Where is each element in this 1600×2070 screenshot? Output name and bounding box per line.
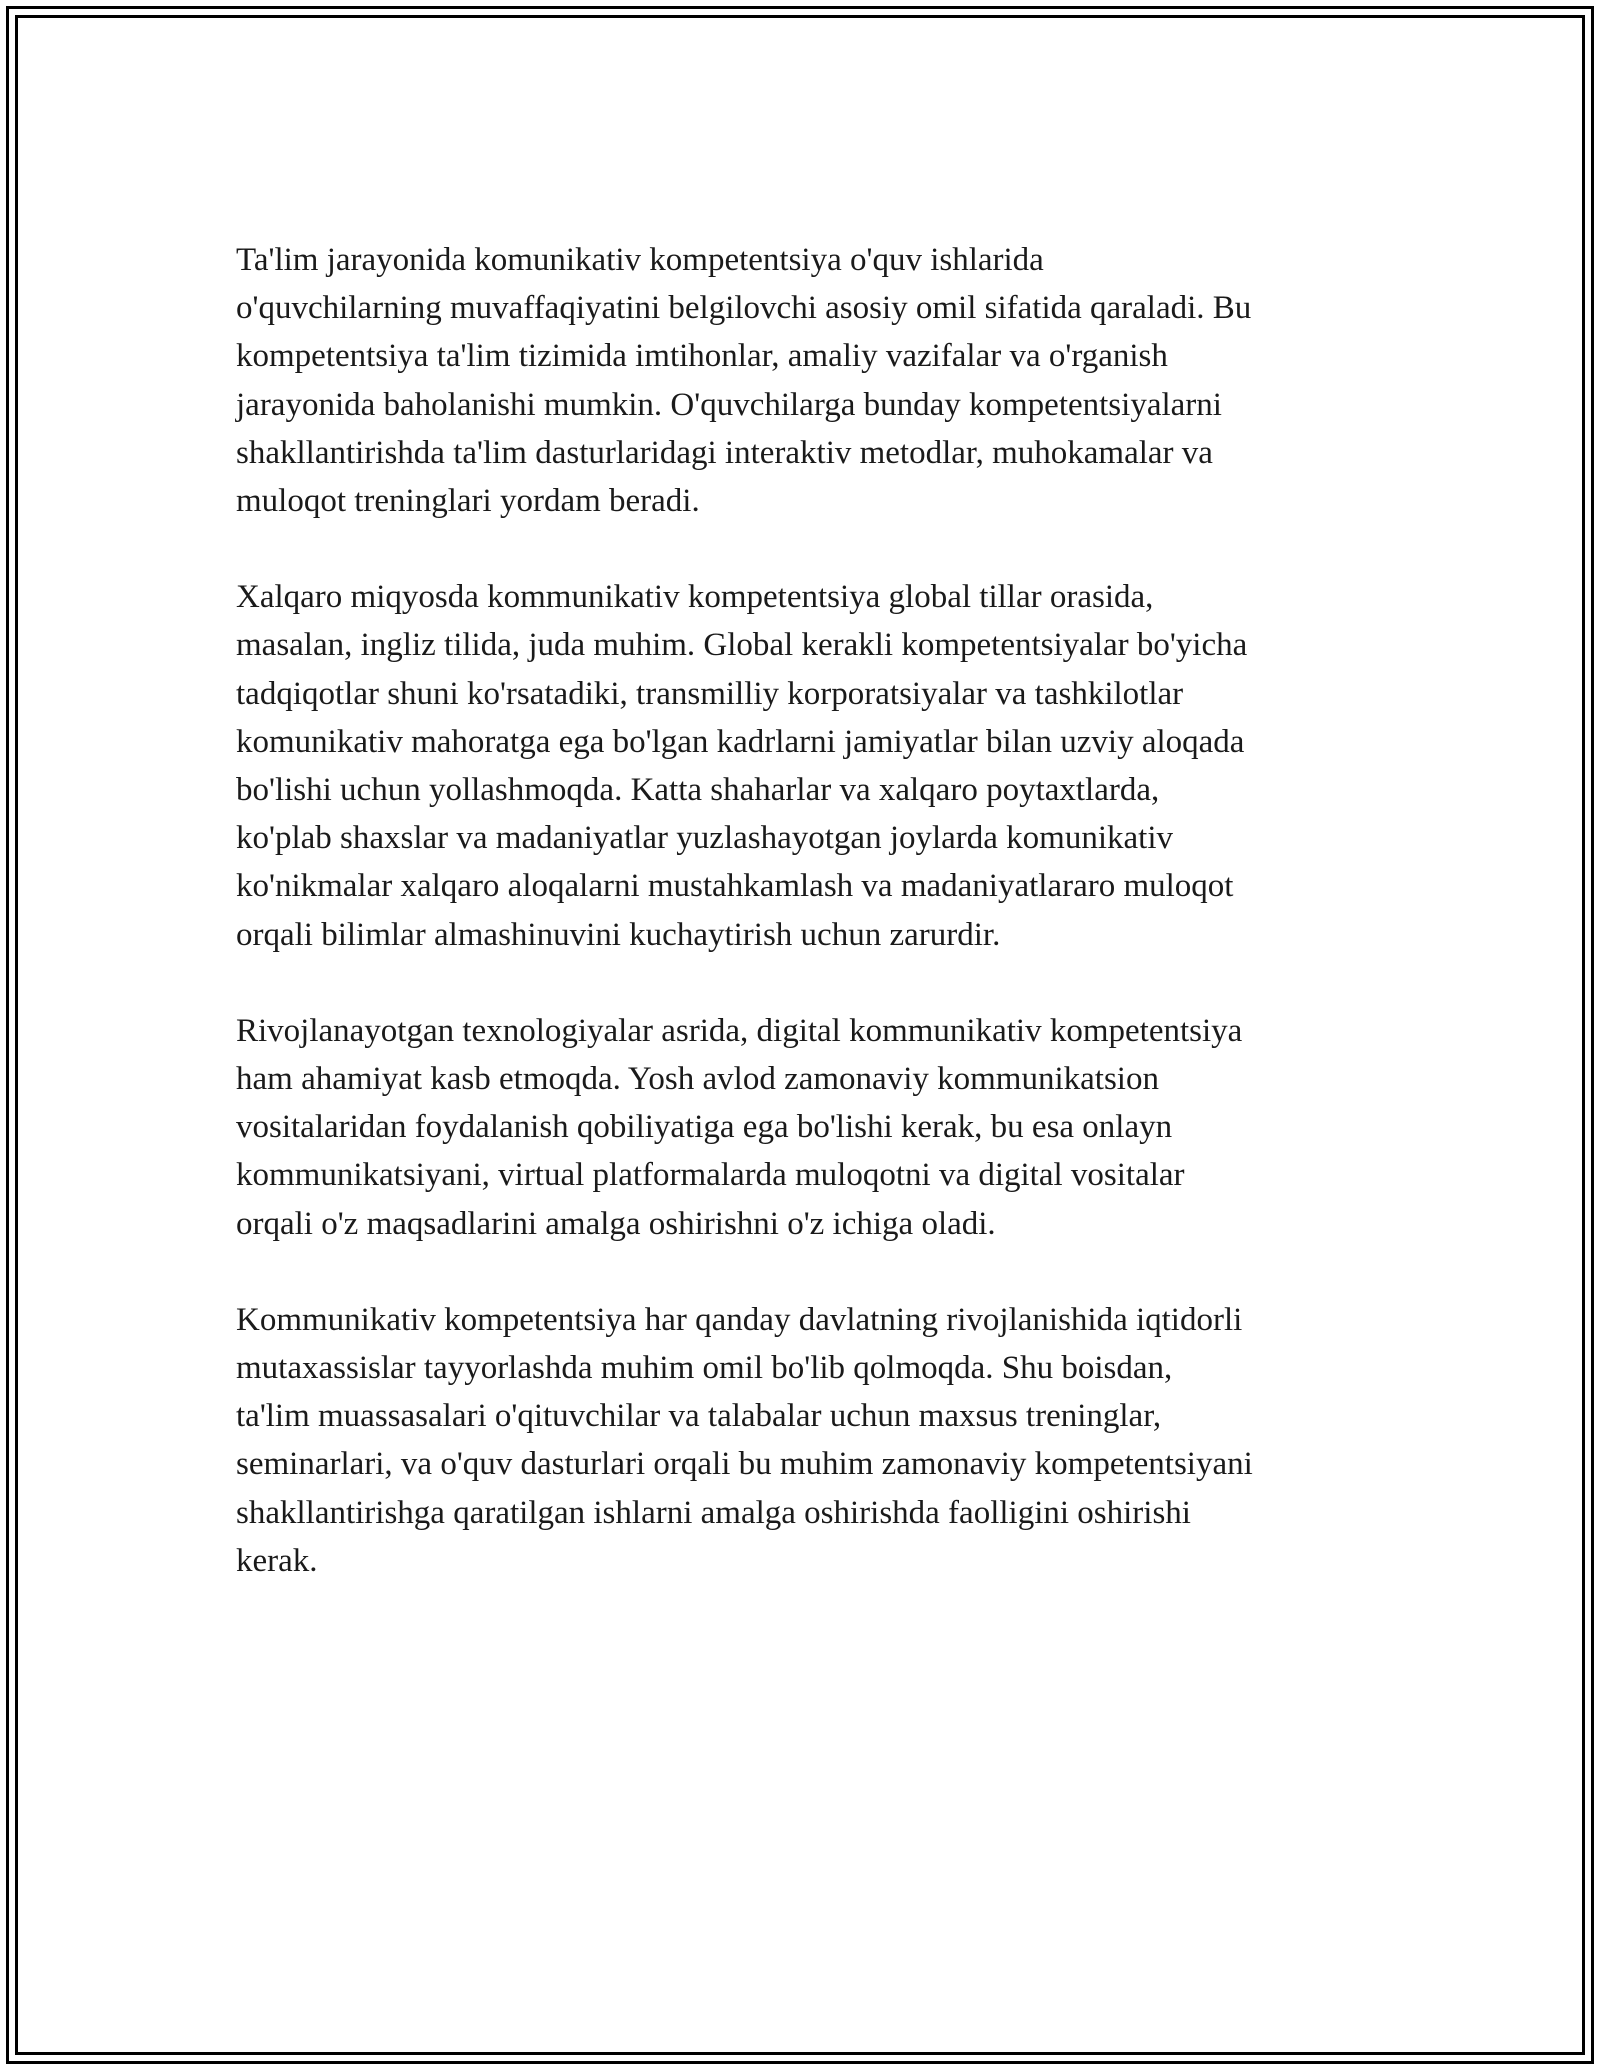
text-line: muloqot treninglari yordam beradi. bbox=[236, 483, 700, 520]
text-line: ko'plab shaxslar va madaniyatlar yuzlashayotgan joylarda komunikativ bbox=[236, 820, 1174, 857]
text-line: tadqiqotlar shuni ko'rsatadiki, transmilliy korporatsiyalar va tashkilotlar bbox=[236, 675, 1184, 712]
text-line: komunikativ mahoratga ega bo'lgan kadrlarni jamiyatlar bilan uzviy aloqada bbox=[236, 723, 1245, 760]
text-line: shakllantirishga qaratilgan ishlarni amalga oshirishda faolligini oshirishi bbox=[236, 1494, 1191, 1531]
text-line: masalan, ingliz tilida, juda muhim. Global kerakli kompetentsiyalar bo'yicha bbox=[236, 627, 1248, 664]
document-body bbox=[236, 236, 1376, 1633]
text-line: orqali o'z maqsadlarini amalga oshirishni o'z ichiga oladi. bbox=[236, 1205, 996, 1242]
text-line: kompetentsiya ta'lim tizimida imtihonlar, amaliy vazifalar va o'rganish bbox=[236, 338, 1168, 375]
text-line: Xalqaro miqyosda kommunikativ kompetentsiya global tillar orasida, bbox=[236, 579, 1154, 616]
text-line: shakllantirishda ta'lim dasturlaridagi interaktiv metodlar, muhokamalar va bbox=[236, 434, 1213, 471]
text-line: ham ahamiyat kasb etmoqda. Yosh avlod zamonaviy kommunikatsion bbox=[236, 1061, 1159, 1098]
text-line: Rivojlanayotgan texnologiyalar asrida, digital kommunikativ kompetentsiya bbox=[236, 1012, 1243, 1049]
paragraph-3 bbox=[236, 1007, 1376, 1248]
text-line: kommunikatsiyani, virtual platformalarda muloqotni va digital vositalar bbox=[236, 1157, 1185, 1194]
text-line: seminarlari, va o'quv dasturlari orqali bu muhim zamonaviy kompetentsiyani bbox=[236, 1446, 1253, 1483]
paragraph-4 bbox=[236, 1296, 1376, 1585]
text-line: o'quvchilarning muvaffaqiyatini belgilovchi asosiy omil sifatida qaraladi. Bu bbox=[236, 290, 1252, 327]
text-line: mutaxassislar tayyorlashda muhim omil bo'lib qolmoqda. Shu boisdan, bbox=[236, 1350, 1173, 1387]
text-line: bo'lishi uchun yollashmoqda. Katta shaharlar va xalqaro poytaxtlarda, bbox=[236, 772, 1160, 809]
text-line: jarayonida baholanishi mumkin. O'quvchilarga bunday kompetentsiyalarni bbox=[236, 386, 1222, 423]
text-line: kerak. bbox=[236, 1542, 318, 1579]
paragraph-1 bbox=[236, 236, 1376, 525]
text-line: Ta'lim jarayonida komunikativ kompetentsiya o'quv ishlarida bbox=[236, 242, 1044, 278]
paragraph-2 bbox=[236, 573, 1376, 959]
text-line: orqali bilimlar almashinuvini kuchaytirish uchun zarurdir. bbox=[236, 916, 1001, 953]
text-line: vositalaridan foydalanish qobiliyatiga ega bo'lishi kerak, bu esa onlayn bbox=[236, 1109, 1173, 1146]
text-line: ta'lim muassasalari o'qituvchilar va talabalar uchun maxsus treninglar, bbox=[236, 1398, 1162, 1435]
text-line: Kommunikativ kompetentsiya har qanday davlatning rivojlanishida iqtidorli bbox=[236, 1301, 1243, 1338]
text-line: ko'nikmalar xalqaro aloqalarni mustahkamlash va madaniyatlararo muloqot bbox=[236, 868, 1234, 905]
